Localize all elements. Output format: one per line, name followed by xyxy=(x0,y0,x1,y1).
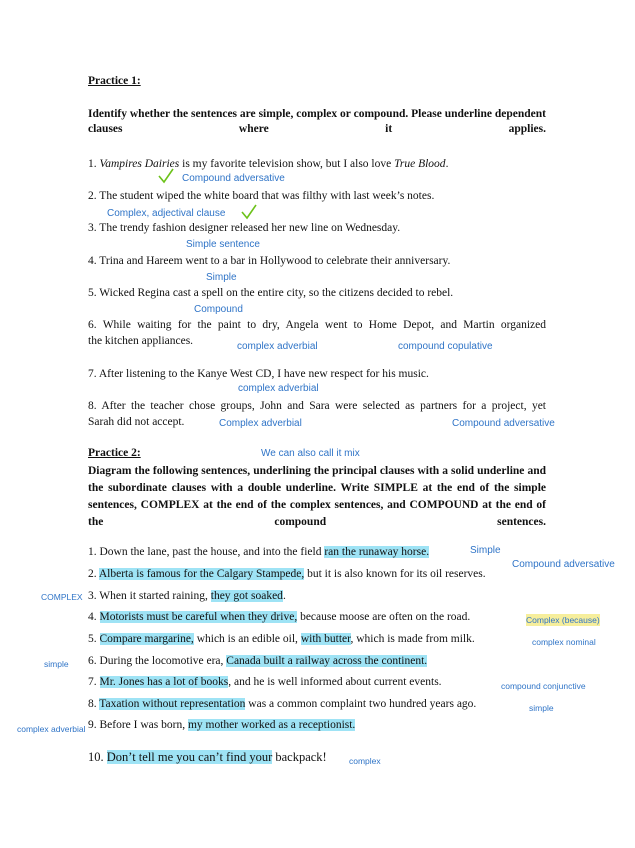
item-4-highlight: Motorists must be careful when they drive, xyxy=(99,611,298,623)
item-5-highlight-b: with butter xyxy=(300,633,351,645)
item-8-number: 8. xyxy=(88,698,100,710)
practice2-heading: Practice 2: xyxy=(88,447,141,459)
item-1-text: 1. Down the lane, past the house, and into the field xyxy=(88,546,325,558)
item-10-text: backpack! xyxy=(272,750,327,764)
sentence-1 xyxy=(88,157,448,172)
annotation-7: complex adverbial xyxy=(238,383,319,394)
annotation-6b: compound copulative xyxy=(398,341,493,352)
item-2-highlight: Alberta is famous for the Calgary Stampede, xyxy=(98,568,305,580)
item-3-text: 3. When it started raining, xyxy=(88,590,211,602)
item-7-text: , and he is well informed about current events. xyxy=(228,676,442,688)
sentence-4: 4. Trina and Hareem went to a bar in Hollywood to celebrate their anniversary. xyxy=(88,255,451,267)
item-1 xyxy=(88,545,429,560)
sentence-6-line-1: 6. While waiting for the paint to dry, Angela went to Home Depot, and Martin organized xyxy=(88,319,546,331)
sentence-1-end: . xyxy=(445,158,449,170)
practice1-instructions: Identify whether the sentences are simple, complex or compound. Please underline dependent clauses where it applies. xyxy=(88,108,546,135)
sentence-3: 3. The trendy fashion designer released her new line on Wednesday. xyxy=(88,222,401,234)
item-5 xyxy=(88,632,475,647)
annotation-r7: compound conjunctive xyxy=(501,681,586,691)
item-7-highlight: Mr. Jones has a lot of books xyxy=(99,676,229,688)
item-9-text: 9. Before I was born, xyxy=(88,719,188,731)
item-4 xyxy=(88,610,470,625)
item-8-text: was a common complaint two hundred years ago. xyxy=(245,698,477,710)
item-2-text: but it is also known for its oil reserves. xyxy=(304,568,486,580)
item-9 xyxy=(88,718,355,733)
practice2-instructions: Diagram the following sentences, underlining the principal clauses with a solid underline and the subordinate clauses with a double underline. Write SIMPLE at the end of the simple sentences, COMPLEX at the end of the complex sentences, and COMPOUND at the end of the compound sentences. xyxy=(88,465,546,528)
item-6 xyxy=(88,654,427,669)
annotation-1: Compound adversative xyxy=(182,173,285,184)
sentence-1-middle: is my favorite television show, but I also love xyxy=(179,158,395,170)
sentence-8-line-1: 8. After the teacher chose groups, John and Sara were selected as partners for a project, yet xyxy=(88,400,546,412)
annotation-l9: complex adverbial xyxy=(17,724,86,734)
item-4-text: because moose are often on the road. xyxy=(297,611,471,623)
annotation-8b: Compound adversative xyxy=(452,418,555,429)
checkmark-icon xyxy=(241,204,257,220)
annotation-r2: Compound adversative xyxy=(512,559,615,570)
annotation-2: Complex, adjectival clause xyxy=(107,208,226,219)
sentence-1-number: 1. xyxy=(88,158,100,170)
sentence-7: 7. After listening to the Kanye West CD, I have new respect for his music. xyxy=(88,368,429,380)
item-3-highlight: they got soaked xyxy=(210,590,283,602)
item-2 xyxy=(88,567,486,582)
annotation-r4: Complex (because) xyxy=(526,615,600,625)
item-7 xyxy=(88,675,442,690)
annotation-r5: complex nominal xyxy=(532,637,596,647)
item-10 xyxy=(88,750,327,765)
item-1-highlight: ran the runaway horse. xyxy=(324,546,430,558)
item-7-number: 7. xyxy=(88,676,100,688)
annotation-r1: Simple xyxy=(470,545,501,556)
item-10-number: 10. xyxy=(88,750,107,764)
annotation-l3: COMPLEX xyxy=(41,592,83,602)
item-4-number: 4. xyxy=(88,611,100,623)
annotation-6a: complex adverbial xyxy=(237,341,318,352)
item-6-highlight: Canada built a railway across the continent. xyxy=(226,655,428,667)
title-vampire-diaries: Vampires Dairies xyxy=(99,158,180,170)
practice1-heading: Practice 1: xyxy=(88,75,141,87)
sentence-8-line-2: Sarah did not accept. xyxy=(88,416,185,428)
practice2-note: We can also call it mix xyxy=(261,448,360,459)
sentence-6-line-2: the kitchen appliances. xyxy=(88,335,194,347)
checkmark-icon xyxy=(158,168,174,184)
item-5-text-b: , which is made from milk. xyxy=(350,633,475,645)
title-true-blood: True Blood xyxy=(394,158,446,170)
item-8-highlight: Taxation without representation xyxy=(99,698,246,710)
annotation-3: Simple sentence xyxy=(186,239,260,250)
item-8 xyxy=(88,697,476,712)
annotation-r10: complex xyxy=(349,756,381,766)
annotation-r8: simple xyxy=(529,703,554,713)
annotation-4: Simple xyxy=(206,272,237,283)
item-3-end: . xyxy=(282,590,286,602)
item-6-text: 6. During the locomotive era, xyxy=(88,655,227,667)
item-2-number: 2. xyxy=(88,568,99,580)
item-5-number: 5. xyxy=(88,633,100,645)
annotation-5: Compound xyxy=(194,304,243,315)
item-3 xyxy=(88,589,286,604)
sentence-5: 5. Wicked Regina cast a spell on the entire city, so the citizens decided to rebel. xyxy=(88,287,454,299)
item-5-highlight-a: Compare margarine, xyxy=(99,633,194,645)
annotation-8a: Complex adverbial xyxy=(219,418,302,429)
annotation-l6: simple xyxy=(44,659,69,669)
item-10-highlight: Don’t tell me you can’t find your xyxy=(106,750,273,764)
sentence-2: 2. The student wiped the white board that was filthy with last week’s notes. xyxy=(88,190,435,202)
item-5-text-a: which is an edible oil, xyxy=(193,633,301,645)
item-9-highlight: my mother worked as a receptionist. xyxy=(187,719,356,731)
